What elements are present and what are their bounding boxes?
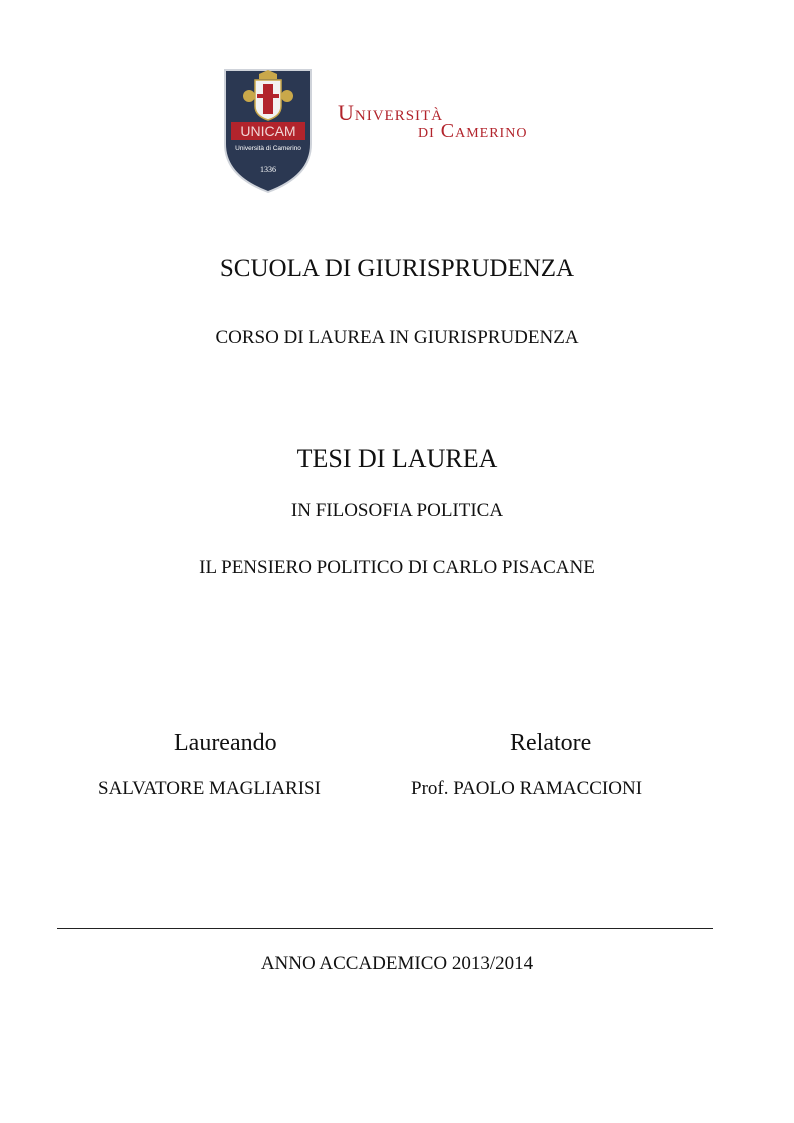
thesis-title: IL PENSIERO POLITICO DI CARLO PISACANE xyxy=(199,557,595,578)
school-heading: SCUOLA DI GIURISPRUDENZA xyxy=(219,255,575,282)
shield-name: UNICAM xyxy=(240,123,296,139)
wordmark-line-2: di Camerino xyxy=(418,120,528,142)
course-heading: CORSO DI LAUREA IN GIURISPRUDENZA xyxy=(215,327,579,348)
university-wordmark xyxy=(338,100,548,146)
candidate-label: Laureando xyxy=(174,730,277,756)
wordmark-line-1: Università xyxy=(338,100,444,125)
academic-year: ANNO ACCADEMICO 2013/2014 xyxy=(260,953,534,974)
horizontal-divider xyxy=(57,928,713,929)
shield-year: 1336 xyxy=(260,165,276,174)
thesis-subject: IN FILOSOFIA POLITICA xyxy=(290,500,504,521)
shield-subtitle: Università di Camerino xyxy=(235,145,301,152)
advisor-label: Relatore xyxy=(510,730,592,756)
advisor-name: Prof. PAOLO RAMACCIONI xyxy=(411,778,643,799)
candidate-name: SALVATORE MAGLIARISI xyxy=(98,778,321,799)
unicam-shield-logo xyxy=(221,66,315,194)
thesis-label: TESI DI LAUREA xyxy=(296,444,498,473)
